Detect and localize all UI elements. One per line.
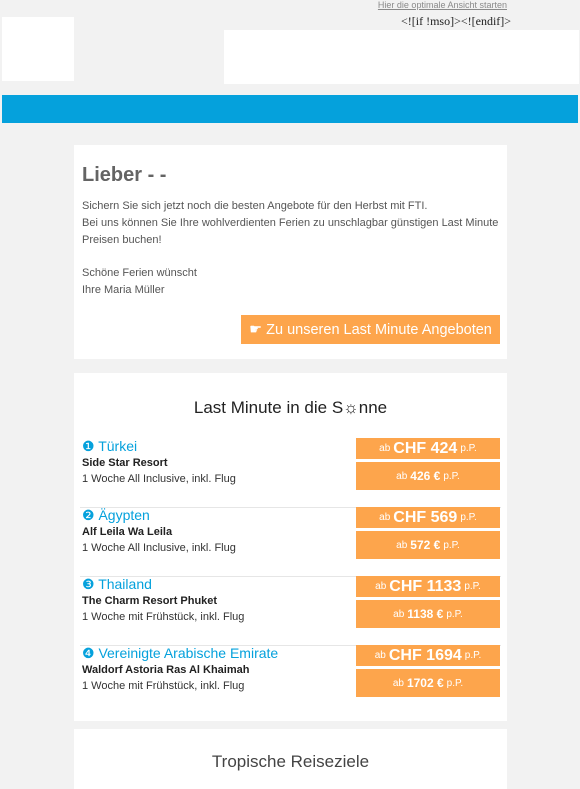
offer-row[interactable] <box>74 576 507 646</box>
price-eur-button[interactable]: ab 1702 € p.P. <box>356 669 500 697</box>
price-eur-button[interactable]: ab 572 € p.P. <box>356 531 500 559</box>
intro-text <box>82 198 502 249</box>
destination-link[interactable]: ❸ Thailand <box>82 576 152 592</box>
header-logo-area <box>2 17 74 81</box>
signature-line-1: Schöne Ferien wünscht <box>82 267 197 279</box>
price-chf-value: CHF 1133 <box>389 577 462 595</box>
offer-row[interactable] <box>74 645 507 715</box>
last-minute-card <box>74 373 507 721</box>
offer-description: 1 Woche All Inclusive, inkl. Flug <box>82 542 236 554</box>
price-chf-value: CHF 1694 <box>388 646 462 664</box>
offer-description: 1 Woche mit Frühstück, inkl. Flug <box>82 680 245 692</box>
section-title: Tropische Reiseziele <box>211 752 370 771</box>
price-eur-button[interactable]: ab 1138 € p.P. <box>356 600 500 628</box>
offer-row[interactable] <box>74 438 507 508</box>
price-eur-value: 1702 € <box>406 676 444 690</box>
signature-line-2: Ihre Maria Müller <box>82 284 165 296</box>
intro-card <box>74 145 507 359</box>
header-banner-area <box>224 30 579 84</box>
price-chf-value: CHF 569 <box>393 508 458 526</box>
price-chf-button[interactable]: ab CHF 424 p.P. <box>356 438 500 459</box>
section-title: Last Minute in die S☼nne <box>193 398 388 417</box>
hotel-name: Alf Leila Wa Leila <box>82 526 173 538</box>
offer-description: 1 Woche All Inclusive, inkl. Flug <box>82 473 236 485</box>
price-chf-button[interactable]: ab CHF 569 p.P. <box>356 507 500 528</box>
offer-row[interactable] <box>74 507 507 577</box>
price-eur-button[interactable]: ab 426 € p.P. <box>356 462 500 490</box>
hotel-name: The Charm Resort Phuket <box>82 595 218 607</box>
offer-description: 1 Woche mit Frühstück, inkl. Flug <box>82 611 245 623</box>
intro-line-2: Bei uns können Sie Ihre wohlverdienten Ferien zu unschlagbar günstigen Last Minute Preisen buchen! <box>82 217 499 246</box>
destination-link[interactable]: ❷ Ägypten <box>82 507 150 523</box>
hotel-name: Waldorf Astoria Ras Al Khaimah <box>82 664 250 676</box>
mso-conditional-text: <![if !mso]><![endif]> <box>401 14 512 28</box>
price-chf-button[interactable]: ab CHF 1133 p.P. <box>356 576 500 597</box>
signature <box>82 265 197 299</box>
browser-view-link[interactable]: Hier die optimale Ansicht starten <box>377 0 507 10</box>
price-chf-value: CHF 424 <box>393 439 458 457</box>
destination-link[interactable]: ❶ Türkei <box>82 438 138 454</box>
price-eur-value: 1138 € <box>407 607 444 621</box>
price-eur-value: 572 € <box>410 538 441 552</box>
intro-line-1: Sichern Sie sich jetzt noch die besten Angebote für den Herbst mit FTI. <box>82 200 428 212</box>
destination-link[interactable]: ❹ Vereinigte Arabische Emirate <box>82 645 279 661</box>
last-minute-offers-button[interactable]: ☛ Zu unseren Last Minute Angeboten <box>241 315 500 344</box>
hotel-name: Side Star Resort <box>82 457 168 469</box>
tropical-card <box>74 729 507 789</box>
price-eur-value: 426 € <box>410 469 441 483</box>
navigation-bar <box>2 95 578 123</box>
greeting-heading: Lieber - - <box>82 164 167 186</box>
price-chf-button[interactable]: ab CHF 1694 p.P. <box>356 645 500 666</box>
